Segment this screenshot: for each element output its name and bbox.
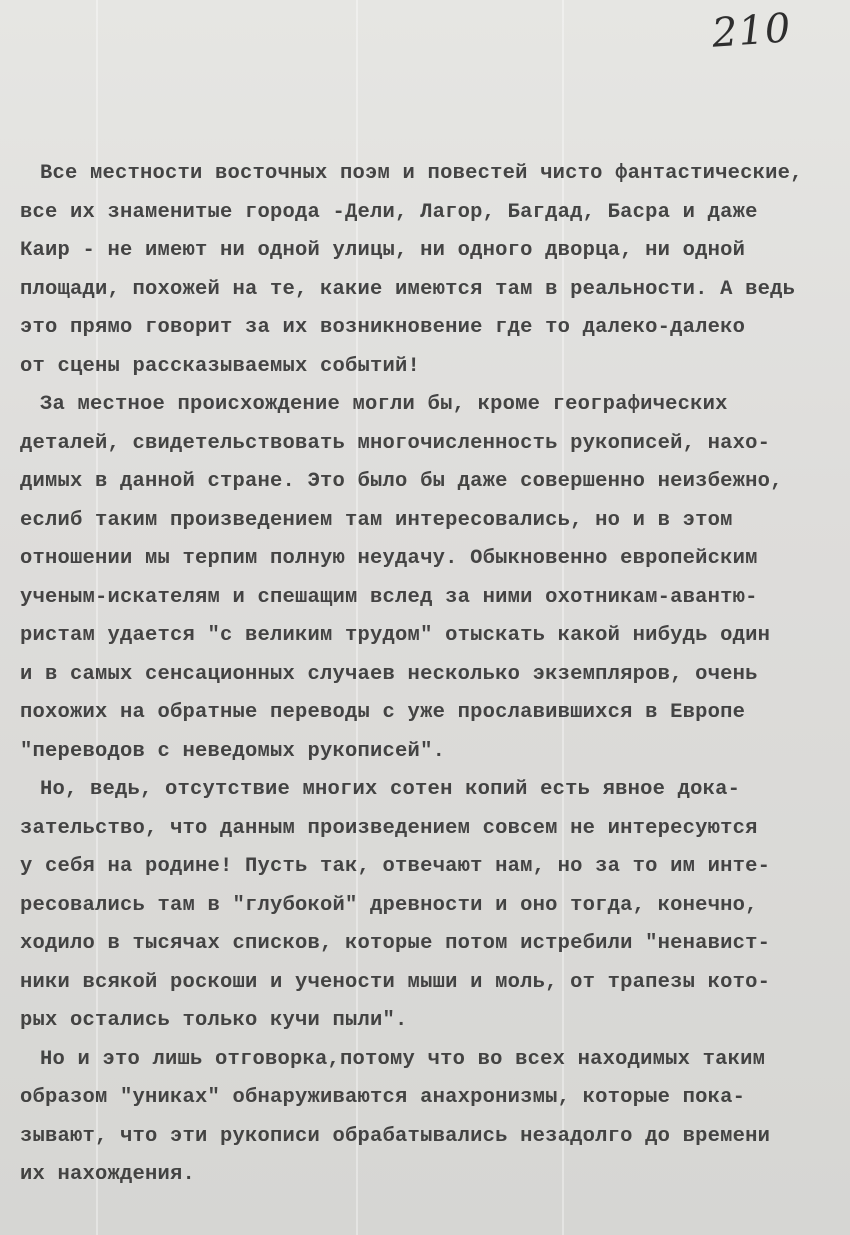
text-line: Но и это лишь отговорка,потому что во всех находимых таким	[40, 1047, 766, 1071]
text-line: ходило в тысячах списков, которые потом истребили "ненавист-	[20, 932, 771, 955]
text-line: еслиб таким произведением там интересовались, но и в этом	[20, 508, 733, 532]
text-line: все их знаменитые города -Дели, Лагор, Багдад, Басра и даже	[20, 200, 758, 224]
text-line: ристам удается "с великим трудом" отыскать какой нибудь один	[20, 624, 771, 647]
text-line: и в самых сенсационных случаев несколько экземпляров, очень	[20, 662, 758, 686]
text-line: у себя на родине! Пусть так, отвечают нам, но за то им инте-	[20, 855, 771, 878]
text-line: образом "униках" обнаруживаются анахронизмы, которые пока-	[20, 1086, 746, 1109]
text-line: "переводов с неведомых рукописей".	[20, 739, 446, 763]
handwritten-page-number: 210	[710, 5, 793, 57]
text-line: зательство, что данным произведением совсем не интересуются	[20, 816, 758, 840]
text-line: димых в данной стране. Это было бы даже совершенно неизбежно,	[20, 470, 783, 493]
text-line: Но, ведь, отсутствие многих сотен копий есть явное дока-	[40, 778, 741, 801]
text-line: от сцены рассказываемых событий!	[20, 354, 421, 378]
text-line: Все местности восточных поэм и повестей чисто фантастические,	[40, 162, 803, 185]
text-line: площади, похожей на те, какие имеются там в реальности. А ведь	[20, 277, 796, 301]
text-line: отношении мы терпим полную неудачу. Обыкновенно европейским	[20, 547, 758, 570]
text-line: ученым-искателям и спешащим вслед за ними охотникам-авантю-	[20, 585, 758, 609]
body-text	[20, 155, 850, 1195]
text-line: их нахождения.	[20, 1163, 196, 1186]
text-line: деталей, свидетельствовать многочисленность рукописей, нахо-	[20, 431, 771, 455]
text-line: зывают, что эти рукописи обрабатывались незадолго до времени	[20, 1124, 771, 1148]
text-line: похожих на обратные переводы с уже прославившихся в Европе	[20, 701, 746, 724]
text-line: ники всякой роскоши и учености мыши и моль, от трапезы кото-	[20, 970, 771, 994]
text-line: рых остались только кучи пыли".	[20, 1009, 408, 1032]
text-line: За местное происхождение могли бы, кроме географических	[40, 393, 728, 416]
text-line: Каир - не имеют ни одной улицы, ни одного дворца, ни одной	[20, 239, 746, 262]
text-line: ресовались там в "глубокой" древности и оно тогда, конечно,	[20, 893, 758, 917]
text-line: это прямо говорит за их возникновение где то далеко-далеко	[20, 316, 746, 339]
